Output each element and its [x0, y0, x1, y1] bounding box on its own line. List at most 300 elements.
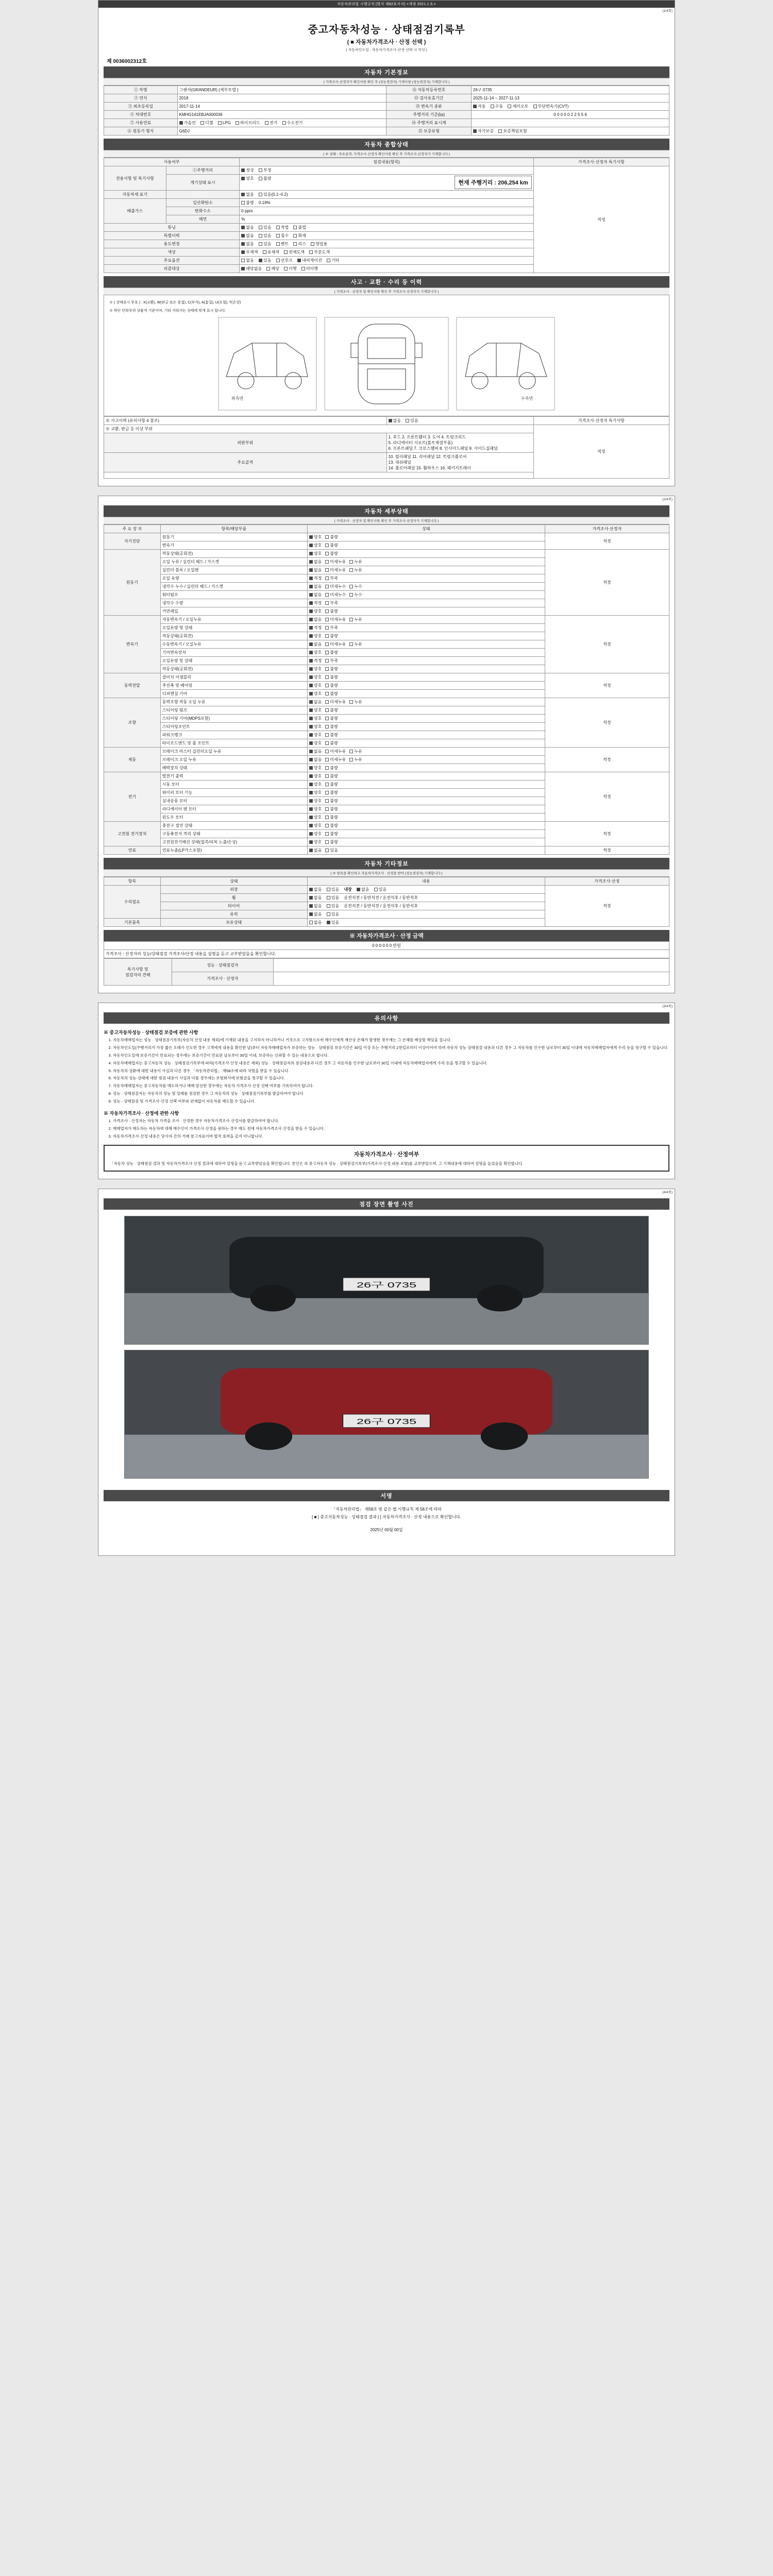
detail-opt-1-0-1[interactable]: [325, 551, 338, 556]
detail-opt-label: 불량: [330, 823, 338, 828]
detail-opt-3-2-1[interactable]: [325, 691, 338, 697]
fuel-option-3[interactable]: 하이브리드: [236, 120, 260, 126]
detail-opt-7-0-0[interactable]: [309, 823, 322, 828]
detail-opt-2-3-1[interactable]: [325, 641, 346, 647]
checkbox-icon[interactable]: [325, 733, 329, 737]
overall-cat-11: 리콜대상: [104, 265, 240, 273]
checkbox-icon[interactable]: [325, 552, 329, 555]
detail-opt-1-0-0[interactable]: [309, 551, 322, 556]
detail-opt-4-4-1[interactable]: [325, 732, 338, 738]
accident-remark: 적정: [533, 425, 669, 479]
detail-group-2: 변속기: [104, 616, 161, 673]
detail-opt-7-2-0[interactable]: [309, 839, 322, 845]
detail-opt-2-2-1[interactable]: [325, 633, 338, 639]
overall-sub-11-0[interactable]: 이행: [284, 266, 296, 272]
detail-opt-5-1-2[interactable]: [349, 757, 362, 762]
checkbox-icon[interactable]: [325, 626, 329, 630]
overall-opt-8-1[interactable]: 있음: [259, 241, 271, 247]
checkbox-icon[interactable]: [309, 642, 313, 646]
overall-opt-0-1[interactable]: 부정: [259, 167, 271, 173]
checkbox-icon[interactable]: [309, 535, 313, 539]
detail-options-3-2: [307, 690, 545, 698]
detail-opt-1-3-1[interactable]: [325, 575, 338, 581]
checkbox-icon[interactable]: [309, 766, 313, 770]
detail-opt-4-5-0[interactable]: [309, 740, 322, 746]
checkbox-icon[interactable]: [309, 601, 313, 605]
assessor-remark-value: [274, 972, 669, 986]
overall-table: [104, 158, 669, 273]
checkbox-icon[interactable]: [325, 783, 329, 786]
overall-val-5: %: [240, 215, 533, 224]
detail-opt-6-3-1[interactable]: [325, 798, 338, 804]
overall-opt-3-0[interactable]: 불량: [241, 200, 254, 206]
checkbox-icon[interactable]: [325, 840, 329, 844]
detail-opt-7-2-1[interactable]: [325, 839, 338, 845]
checkbox-icon[interactable]: [325, 601, 329, 605]
detail-opt-6-5-0[interactable]: [309, 815, 322, 820]
detail-opt-1-6-1[interactable]: [325, 600, 338, 606]
detail-opt-6-4-1[interactable]: [325, 806, 338, 812]
etc-opt-4-1[interactable]: 있음: [327, 920, 339, 925]
detail-opt-label: 양호: [313, 535, 322, 539]
etc-opt2-0-1[interactable]: 있음: [374, 887, 386, 892]
etc-table: [104, 877, 669, 927]
warranty-option-0[interactable]: 자가보증: [473, 128, 494, 134]
detail-opt-1-2-1[interactable]: [325, 567, 346, 573]
checkbox-icon[interactable]: [325, 791, 329, 794]
detail-opt-1-1-0[interactable]: [309, 559, 322, 565]
checkbox-icon[interactable]: [309, 799, 313, 803]
checkbox-icon[interactable]: [325, 651, 329, 654]
detail-opt-1-1-2[interactable]: [349, 559, 362, 565]
detail-item-6-4: 라디에이터 팬 모터: [160, 805, 307, 814]
detail-opt-1-4-1[interactable]: [325, 584, 346, 589]
detail-opt-5-2-1[interactable]: [325, 765, 338, 771]
detail-item-5-0: 브레이크 마스터 실린더오일 누유: [160, 748, 307, 756]
detail-opt-2-0-0[interactable]: [309, 617, 322, 622]
overall-opt-11-0[interactable]: 해당없음: [241, 266, 262, 272]
etc-opt-4-0[interactable]: 없음: [309, 920, 322, 925]
etc-opt-0-0[interactable]: 없음: [309, 887, 322, 892]
checkbox-icon[interactable]: [309, 618, 313, 621]
etc-opts-4: [307, 919, 545, 927]
checkbox-icon[interactable]: [309, 626, 313, 630]
overall-sub-6-0[interactable]: 적법: [276, 225, 289, 230]
detail-item-1-7: 커먼레일: [160, 607, 307, 616]
trans-option-2[interactable]: 세미오토: [508, 104, 528, 109]
fuel-option-1[interactable]: 디젤: [200, 120, 213, 126]
fuel-option-5[interactable]: 수소전기: [282, 120, 303, 126]
detail-opt-2-3-2[interactable]: [349, 641, 362, 647]
checkbox-icon[interactable]: [325, 577, 329, 580]
basic-value2-4: [472, 119, 669, 127]
overall-opt-7-0[interactable]: 없음: [241, 233, 254, 239]
overall-sub-7-0[interactable]: 침수: [276, 233, 289, 239]
checkbox-icon[interactable]: [309, 544, 313, 547]
checkbox-icon[interactable]: [309, 791, 313, 794]
detail-opt-6-0-0[interactable]: [309, 773, 322, 779]
detail-opt-label: 적정: [313, 601, 322, 605]
overall-sub-10-0[interactable]: 선루프: [276, 258, 293, 263]
detail-opt-6-4-0[interactable]: [309, 806, 322, 812]
detail-opt-4-4-0[interactable]: [309, 732, 322, 738]
detail-opt-label: 없음: [313, 749, 322, 754]
overall-sub-8-2[interactable]: 영업용: [311, 241, 327, 247]
detail-opt-6-3-0[interactable]: [309, 798, 322, 804]
detail-remark-4: 적정: [545, 698, 669, 748]
accident-opt-0[interactable]: 없음: [389, 418, 401, 423]
detail-opt-7-1-1[interactable]: [325, 831, 338, 837]
checkbox-icon[interactable]: [325, 692, 329, 696]
checkbox-icon[interactable]: [349, 700, 353, 704]
checkbox-icon[interactable]: [325, 807, 329, 811]
overall-opt-9-1[interactable]: 유채색: [263, 249, 279, 255]
trans-option-0[interactable]: 자동: [473, 104, 485, 109]
etc-opt-1-1[interactable]: 있음: [327, 895, 339, 901]
detail-opt-2-3-0[interactable]: [309, 641, 322, 647]
checkbox-icon[interactable]: [309, 824, 313, 827]
etc-opt-0-1[interactable]: 있음: [327, 887, 339, 892]
detail-opt-label: 양호: [313, 733, 322, 737]
accident-section-1-rows: [386, 453, 533, 472]
detail-opt-6-5-1[interactable]: [325, 815, 338, 820]
checkbox-icon[interactable]: [325, 824, 329, 827]
detail-opt-label: 없음: [313, 617, 322, 622]
detail-opt-1-7-0[interactable]: [309, 608, 322, 614]
checkbox-icon[interactable]: [309, 733, 313, 737]
warranty-option-1[interactable]: 보증책임보험: [498, 128, 527, 134]
checkbox-icon[interactable]: [309, 708, 313, 712]
detail-opt-1-3-0[interactable]: [309, 575, 322, 581]
checkbox-icon[interactable]: [309, 560, 313, 564]
detail-opt-label: 불량: [330, 675, 338, 680]
fuel-option-0[interactable]: 가솔린: [179, 120, 196, 126]
checkbox-icon[interactable]: [325, 832, 329, 836]
detail-opt-label: 누유: [354, 700, 362, 704]
detail-opt-1-2-0[interactable]: [309, 567, 322, 573]
detail-opt-1-5-1[interactable]: [325, 592, 346, 598]
detail-item-4-3: 스티어링조인트: [160, 723, 307, 731]
basic-label-5: ⑥ 원동기 형식: [104, 127, 178, 135]
overall-sub-7-1[interactable]: 화재: [293, 233, 306, 239]
overall-sub-8-1[interactable]: 리스: [293, 241, 306, 247]
checkbox-icon[interactable]: [309, 849, 313, 852]
overall-sub-8-0[interactable]: 렌트: [276, 241, 289, 247]
detail-opt-2-4-1[interactable]: [325, 650, 338, 655]
trans-option-1[interactable]: 수동: [491, 104, 503, 109]
overall-opt-0-0[interactable]: 정상: [241, 167, 254, 173]
checkbox-icon[interactable]: [309, 684, 313, 687]
detail-opt-2-1-0[interactable]: [309, 625, 322, 631]
svg-text:좌측면: 좌측면: [231, 396, 244, 401]
detail-opt-1-2-2[interactable]: [349, 567, 362, 573]
detail-opt-1-6-0[interactable]: [309, 600, 322, 606]
detail-opt-6-1-1[interactable]: [325, 782, 338, 787]
checkbox-icon[interactable]: [309, 750, 313, 753]
detail-options-0-0: [307, 533, 545, 541]
detail-opt-4-3-0[interactable]: [309, 724, 322, 730]
photo-1-illustration: [125, 1216, 648, 1344]
detail-opt-1-4-0[interactable]: [309, 584, 322, 589]
basic-value-5: G6DJ: [177, 127, 386, 135]
detail-opt-6-1-0[interactable]: [309, 782, 322, 787]
checkbox-icon[interactable]: [349, 618, 353, 621]
overall-opt-6-1[interactable]: 있음: [259, 225, 271, 230]
mileage-label: 주행거리 기준(㎞): [386, 111, 472, 119]
checkbox-icon[interactable]: [309, 774, 313, 778]
checkbox-icon[interactable]: [309, 758, 313, 761]
checkbox-icon[interactable]: [309, 634, 313, 638]
table-row: [104, 616, 669, 624]
detail-opt-2-6-0[interactable]: [309, 666, 322, 672]
checkbox-icon[interactable]: [349, 585, 353, 588]
checkbox-icon[interactable]: [325, 618, 329, 621]
checkbox-icon[interactable]: [309, 568, 313, 572]
checkbox-icon[interactable]: [309, 700, 313, 704]
checkbox-icon[interactable]: [325, 774, 329, 778]
checkbox-icon[interactable]: [349, 642, 353, 646]
etc-cat-0: 수리필요: [104, 886, 161, 919]
checkbox-icon[interactable]: [325, 684, 329, 687]
checkbox-icon[interactable]: [325, 758, 329, 761]
detail-opt-0-1-1[interactable]: [325, 543, 338, 548]
checkbox-icon[interactable]: [309, 692, 313, 696]
detail-opt-2-2-0[interactable]: [309, 633, 322, 639]
checkbox-icon[interactable]: [309, 725, 313, 728]
checkbox-icon[interactable]: [325, 593, 329, 597]
overall-sub-9-0[interactable]: 전체도색: [284, 249, 305, 255]
detail-opt-1-5-0[interactable]: [309, 592, 322, 598]
detail-opt-1-5-2[interactable]: [349, 592, 362, 598]
checkbox-icon[interactable]: [349, 758, 353, 761]
checkbox-icon[interactable]: [325, 741, 329, 745]
overall-opt-7-1[interactable]: 있음: [259, 233, 271, 239]
checkbox-icon[interactable]: [309, 667, 313, 671]
etc-opts-0: [307, 886, 545, 894]
checkbox-icon[interactable]: [325, 535, 329, 539]
section-etc-note: ( ※ 항목을 확인하고 자동차가격조사 · 산정을 받아 (성능점검자) 기재합니다 ): [104, 869, 669, 877]
detail-opt-7-1-0[interactable]: [309, 831, 322, 837]
detail-opt-4-1-1[interactable]: [325, 707, 338, 713]
checkbox-icon[interactable]: [309, 577, 313, 580]
detail-item-7-0: 충전구 절연 상태: [160, 822, 307, 830]
detail-opt-2-5-1[interactable]: [325, 658, 338, 664]
checkbox-icon[interactable]: [325, 725, 329, 728]
detail-options-6-1: [307, 781, 545, 789]
etc-opt-3-0[interactable]: 없음: [309, 911, 322, 917]
table-row: [104, 86, 669, 94]
checkbox-icon[interactable]: [309, 832, 313, 836]
detail-item-2-2: 작동상태(공회전): [160, 632, 307, 640]
detail-opt-2-6-1[interactable]: [325, 666, 338, 672]
detail-opt-label: 미세누유: [330, 617, 346, 622]
detail-opt-5-0-2[interactable]: [349, 749, 362, 754]
notice-item: 3. 자동차인도일에 보증기간이 만료되는 경우에는 보증기간이 만료된 날로부터 30일 이내, 보증하는 신뢰할 수 있는 내용으로 합니다.: [113, 1053, 669, 1059]
checkbox-icon[interactable]: [325, 585, 329, 588]
checkbox-icon[interactable]: [325, 544, 329, 547]
checkbox-icon[interactable]: [325, 634, 329, 638]
detail-item-2-0: 자동변속기 / 오일누유: [160, 616, 307, 624]
detail-opt-3-2-0[interactable]: [309, 691, 322, 697]
table-row: [104, 959, 669, 972]
checkbox-icon[interactable]: [325, 659, 329, 663]
checkbox-icon[interactable]: [309, 807, 313, 811]
overall-opt-1-1[interactable]: 불량: [259, 176, 271, 181]
detail-opt-3-0-1[interactable]: [325, 674, 338, 680]
detail-opt-6-2-1[interactable]: [325, 790, 338, 795]
overall-opt-9-0[interactable]: 무채색: [241, 249, 258, 255]
detail-opt-2-4-0[interactable]: [309, 650, 322, 655]
page-title-note: ( 자동차인도일 : 자동차가격조사·산정 선택 시 작성 ): [346, 48, 427, 52]
checkbox-icon[interactable]: [325, 642, 329, 646]
detail-opt-0-0-0[interactable]: [309, 534, 322, 540]
detail-opt-label: 양호: [313, 683, 322, 688]
checkbox-icon[interactable]: [349, 560, 353, 564]
table-row: [104, 111, 669, 119]
overall-sub-6-1[interactable]: 불법: [293, 225, 306, 230]
etc-opt2-0-0[interactable]: 없음: [357, 887, 369, 892]
section-etc-header: 자동차 기타정보: [104, 858, 669, 869]
detail-opt-6-0-1[interactable]: [325, 773, 338, 779]
accident-rank-1-1: 13. 대쉬패널: [388, 460, 411, 465]
etc-opt-3-1[interactable]: 있음: [327, 911, 339, 917]
detail-options-4-3: [307, 723, 545, 731]
detail-opt-1-7-1[interactable]: [325, 608, 338, 614]
detail-opt-1-4-2[interactable]: [349, 584, 362, 589]
overall-sub-10-1[interactable]: 내비게이션: [297, 258, 322, 263]
detail-opt-1-1-1[interactable]: [325, 559, 346, 565]
overall-opt-8-0[interactable]: 없음: [241, 241, 254, 247]
checkbox-icon[interactable]: [325, 675, 329, 679]
detail-opt-4-2-0[interactable]: [309, 716, 322, 721]
detail-options-4-2: [307, 715, 545, 723]
detail-opt-5-0-1[interactable]: [325, 749, 346, 754]
checkbox-icon[interactable]: [309, 585, 313, 588]
section-detail-header: 자동차 세부상태: [104, 505, 669, 517]
detail-opt-4-0-2[interactable]: [349, 699, 362, 705]
checkbox-icon[interactable]: [309, 675, 313, 679]
acknowledgement-text: 「자동차 성능 · 상태점검 결과 및 자동차가격조사·산정 결과에 대하여 설명을 듣고 교부받았음을 확인합니다. 본인은 위 중고자동차 성능 · 상태점검기록부(가격조사·산정 내용 포함)를 교부받았으며, 그 기재내용에 대하여 설명을 들었음을 확인합니다.: [110, 1161, 524, 1166]
checkbox-icon[interactable]: [309, 717, 313, 720]
detail-opt-5-1-0[interactable]: [309, 757, 322, 762]
checkbox-icon[interactable]: [325, 667, 329, 671]
detail-options-4-5: [307, 739, 545, 748]
checkbox-icon[interactable]: [349, 568, 353, 572]
checkbox-icon[interactable]: [349, 593, 353, 597]
fuel-option-2[interactable]: LPG: [218, 121, 231, 125]
checkbox-icon[interactable]: [309, 659, 313, 663]
checkbox-icon[interactable]: [349, 750, 353, 753]
checkbox-icon[interactable]: [309, 741, 313, 745]
detail-options-2-4: [307, 649, 545, 657]
detail-options-1-4: [307, 583, 545, 591]
checkbox-icon[interactable]: [309, 593, 313, 597]
detail-opt-6-2-0[interactable]: [309, 790, 322, 795]
checkbox-icon[interactable]: [309, 816, 313, 819]
detail-opt-8-0-1[interactable]: [325, 848, 338, 853]
notice-section1-title: ※ 중고자동차성능 · 상태점검 보증에 관한 사항: [104, 1030, 198, 1035]
overall-opt-2-0[interactable]: 없음: [241, 192, 254, 197]
detail-opt-2-5-0[interactable]: [309, 658, 322, 664]
detail-group-0: 자기진단: [104, 533, 161, 550]
detail-opt-3-1-1[interactable]: [325, 683, 338, 688]
overall-opt-6-0[interactable]: 없음: [241, 225, 254, 230]
detail-opt-2-1-1[interactable]: [325, 625, 338, 631]
checkbox-icon[interactable]: [325, 766, 329, 770]
overall-opt-10-0[interactable]: 없음: [241, 258, 254, 263]
detail-opt-4-3-1[interactable]: [325, 724, 338, 730]
detail-options-4-4: [307, 731, 545, 739]
checkbox-icon[interactable]: [325, 750, 329, 753]
checkbox-icon[interactable]: [309, 552, 313, 555]
etc-opt-1-0[interactable]: 없음: [309, 895, 322, 901]
detail-opt-5-2-0[interactable]: [309, 765, 322, 771]
etc-opt-2-0[interactable]: 없음: [309, 903, 322, 909]
detail-opt-0-0-1[interactable]: [325, 534, 338, 540]
detail-opt-2-0-2[interactable]: [349, 617, 362, 622]
checkbox-icon[interactable]: [309, 783, 313, 786]
section-basic-note: ( 가격조사·산정자가 확인사항 확인 후 (성능점검자) 기재사항 (성능점검자) 기재합니다 ): [104, 78, 669, 86]
checkbox-icon[interactable]: [325, 717, 329, 720]
detail-opt-3-1-0[interactable]: [309, 683, 322, 688]
detail-opt-4-0-0[interactable]: [309, 699, 322, 705]
section-detail-note: ( 가격조사 · 산정자 및 확인사항 확인 후 가격조사·산정자가 기재합니다 ): [104, 517, 669, 524]
checkbox-icon[interactable]: [325, 609, 329, 613]
notice-item: 1. 자동차매매업자는 성능 · 상태점검기록부(자동차 산정 내용 제외)에 기재된 내용을 고지하지 아니하거나 거짓으로 고지함으로써 매수인에게 재산상 손해가 발생한 경우에는 그 손해를 배상할 책임을 집니다.: [113, 1038, 669, 1043]
page-number-1: (1/4쪽): [662, 9, 673, 13]
overall-opt-11-1[interactable]: 해당: [266, 266, 279, 272]
overall-opt-2-1[interactable]: 있음(0.1~0.2): [259, 192, 288, 197]
fuel-option-4[interactable]: 전기: [265, 120, 277, 126]
detail-item-6-0: 발전기 출력: [160, 772, 307, 781]
overall-sub-11-1[interactable]: 미이행: [301, 266, 318, 272]
basic-label-1: ② 연식: [104, 94, 178, 103]
overall-opt-1-0[interactable]: 양호: [241, 176, 254, 181]
checkbox-icon[interactable]: [325, 708, 329, 712]
detail-opt-4-2-1[interactable]: [325, 716, 338, 721]
detail-opt-5-1-1[interactable]: [325, 757, 346, 762]
detail-opt-4-1-0[interactable]: [309, 707, 322, 713]
overall-sub-10-2[interactable]: 기타: [327, 258, 339, 263]
detail-opt-4-0-1[interactable]: [325, 699, 346, 705]
checkbox-icon[interactable]: [325, 700, 329, 704]
detail-opt-3-0-0[interactable]: [309, 674, 322, 680]
detail-opt-8-0-0[interactable]: [309, 848, 322, 853]
checkbox-icon[interactable]: [325, 560, 329, 564]
detail-opt-label: 불량: [330, 667, 338, 671]
accident-rank-1-0: 10. 필러패널 11. 리어패널 12. 트렁크플로어: [388, 454, 467, 459]
etc-opt-2-1[interactable]: 있음: [327, 903, 339, 909]
detail-opt-7-0-1[interactable]: [325, 823, 338, 828]
trans-option-3[interactable]: 무단변속기(CVT): [533, 104, 569, 109]
checkbox-icon[interactable]: [309, 840, 313, 844]
accident-section-1: 주요골격: [104, 453, 387, 472]
checkbox-icon[interactable]: [325, 799, 329, 803]
checkbox-icon[interactable]: [309, 651, 313, 654]
checkbox-icon[interactable]: [309, 609, 313, 613]
checkbox-icon[interactable]: [325, 816, 329, 819]
overall-sub-9-1[interactable]: 부분도색: [309, 249, 330, 255]
detail-opt-4-5-1[interactable]: [325, 740, 338, 746]
detail-opt-label: 불량: [330, 840, 338, 844]
detail-opt-2-0-1[interactable]: [325, 617, 346, 622]
checkbox-icon[interactable]: [325, 568, 329, 572]
overall-opt-10-1[interactable]: 있음: [259, 258, 271, 263]
detail-opt-0-1-0[interactable]: [309, 543, 322, 548]
accident-opt-1[interactable]: 있음: [406, 418, 418, 423]
detail-opt-5-0-0[interactable]: [309, 749, 322, 754]
checkbox-icon[interactable]: [325, 849, 329, 852]
